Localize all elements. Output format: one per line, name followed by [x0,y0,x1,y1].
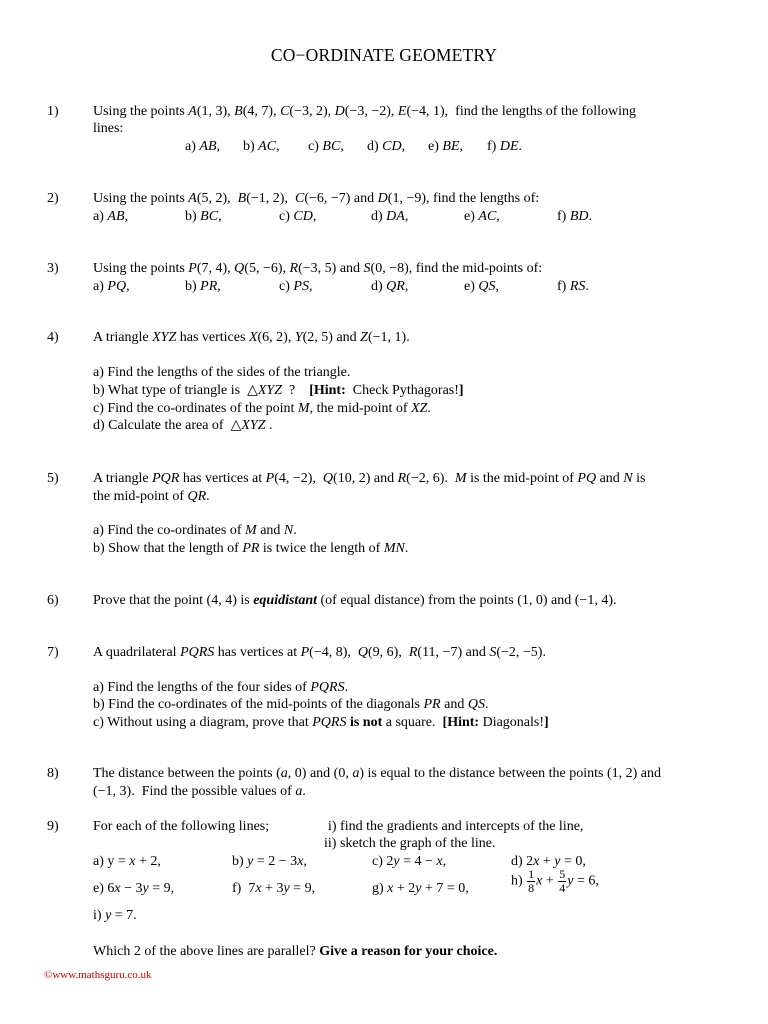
part: e) BE, [428,139,463,154]
part-d: d) Calculate the area of △XYZ . [93,418,273,433]
question-text-cont: (−1, 3). Find the possible values of a. [93,784,306,799]
question-number: 7) [47,645,59,660]
question-number: 5) [47,471,59,486]
part-b: b) What type of triangle is △XYZ ? [Hint: Check Pythagoras!] [93,383,464,398]
part-c: c) Find the co-ordinates of the point M, the mid-point of XZ. [93,401,431,416]
line-equation: e) 6x − 3y = 9, [93,881,175,896]
part: f) DE. [487,139,522,154]
final-question: Which 2 of the above lines are parallel? Give a reason for your choice. [93,944,498,959]
part: c) BC, [308,139,344,154]
question-number: 8) [47,766,59,781]
question-text-cont: lines: [93,121,124,136]
question-text: Using the points A(1, 3), B(4, 7), C(−3, 2), D(−3, −2), E(−4, 1), find the lengths of the following [93,104,636,119]
question-text: The distance between the points (a, 0) and (0, a) is equal to the distance between the points (1, 2) and [93,766,662,781]
part: a) AB, [93,209,128,224]
part: c) PS, [279,279,313,294]
question-number: 6) [47,593,59,608]
part-b: b) Show that the length of PR is twice the length of MN. [93,541,409,556]
question-text: A quadrilateral PQRS has vertices at P(−4, 8), Q(9, 6), R(11, −7) and S(−2, −5). [93,645,546,660]
denominator: 4 [559,881,566,895]
line-equation: g) x + 2y + 7 = 0, [372,881,469,896]
instruction-ii: ii) sketch the graph of the line. [324,836,496,851]
part: b) PR, [185,279,221,294]
line-equation: c) 2y = 4 − x, [372,854,447,869]
question-text: For each of the following lines; [93,819,270,834]
line-equation: a) y = x + 2, [93,854,161,869]
h-end: y = 6, [567,873,599,889]
question-number: 4) [47,330,59,345]
page-title: CO−ORDINATE GEOMETRY [270,45,498,65]
copyright-footer: ©www.mathsguru.co.uk [44,969,152,981]
question-text: Using the points A(5, 2), B(−1, 2), C(−6, −7) and D(1, −9), find the lengths of: [93,191,540,206]
part: e) AC, [464,209,500,224]
question-number: 3) [47,261,59,276]
part: f) RS. [557,279,589,294]
line-equation: f) 7x + 3y = 9, [232,881,316,896]
question-number: 2) [47,191,59,206]
part: b) BC, [185,209,222,224]
h-middle: x + [536,873,554,889]
part: a) PQ, [93,279,130,294]
part: e) QS, [464,279,500,294]
h-label: h) [511,873,523,889]
part: a) AB, [185,139,220,154]
part-b: b) Find the co-ordinates of the mid-points of the diagonals PR and QS. [93,697,489,712]
line-equation: d) 2x + y = 0, [511,854,586,869]
question-text: Using the points P(7, 4), Q(5, −6), R(−3, 5) and S(0, −8), find the mid-points of: [93,261,543,276]
part: d) CD, [367,139,406,154]
line-equation: i) y = 7. [93,908,137,923]
question-number: 9) [47,819,59,834]
question-text: A triangle PQR has vertices at P(4, −2), Q(10, 2) and R(−2, 6). M is the mid-point of PQ and N is [93,471,646,486]
part-a: a) Find the lengths of the sides of the triangle. [93,365,351,380]
part-c: c) Without using a diagram, prove that PQRS is not a square. [Hint: Diagonals!] [93,715,549,730]
part: c) CD, [279,209,317,224]
part: b) AC, [243,139,280,154]
fraction [558,868,566,895]
line-equation-h [511,868,599,895]
instruction-i: i) find the gradients and intercepts of the line, [328,819,584,834]
part: d) DA, [371,209,409,224]
line-equation: b) y = 2 − 3x, [232,854,307,869]
numerator: 5 [559,867,566,881]
numerator: 1 [528,867,535,881]
question-text: A triangle XYZ has vertices X(6, 2), Y(2, 5) and Z(−1, 1). [93,330,410,345]
part: f) BD. [557,209,592,224]
question-number: 1) [47,104,59,119]
question-text-cont: the mid-point of QR. [93,489,210,504]
question-text: Prove that the point (4, 4) is equidistant (of equal distance) from the points (1, 0) and (−1, 4). [93,593,617,608]
part-a: a) Find the lengths of the four sides of PQRS. [93,680,349,695]
fraction [527,868,535,895]
denominator: 8 [528,881,535,895]
part: d) QR, [371,279,409,294]
part-a: a) Find the co-ordinates of M and N. [93,523,297,538]
